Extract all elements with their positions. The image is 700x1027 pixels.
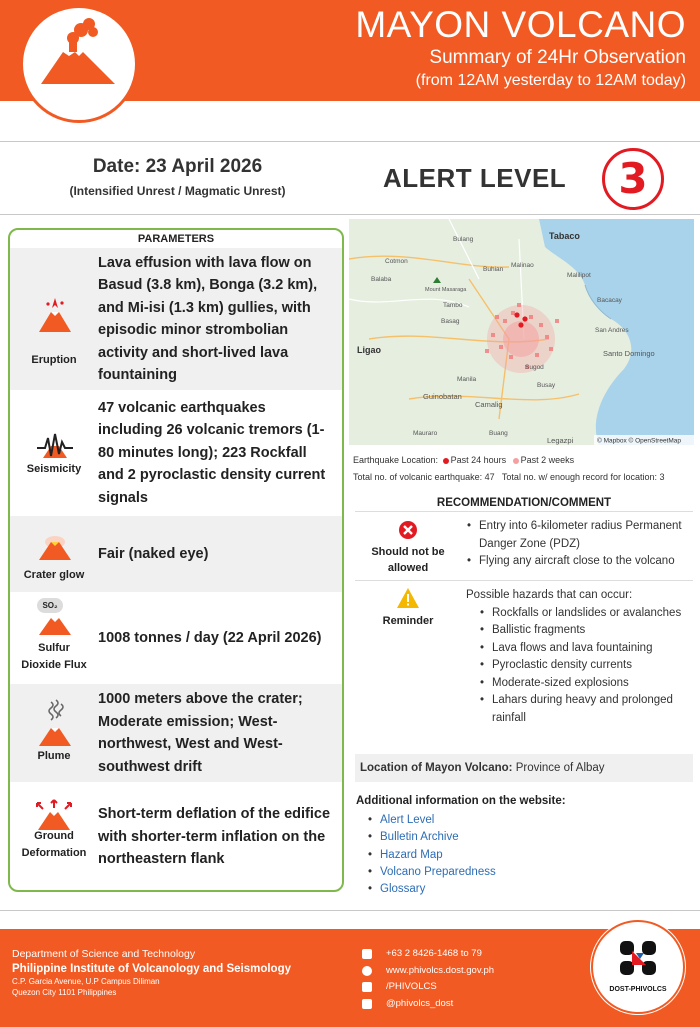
earthquake-map[interactable] — [349, 219, 694, 445]
page-title: MAYON VOLCANO — [355, 4, 686, 45]
footer-org: Philippine Institute of Volcanology and Seismology — [12, 962, 292, 975]
parameters-panel — [8, 228, 344, 892]
crater-glow-icon — [37, 532, 73, 562]
divider — [0, 910, 700, 911]
reminder-cell — [355, 587, 461, 629]
reminder-list — [466, 587, 690, 727]
hazard-item: • Pyroclastic density currents — [480, 657, 690, 675]
param-value: Fair (naked eye) — [98, 545, 209, 562]
observation-period: (from 12AM yesterday to 12AM today) — [415, 72, 686, 89]
twitter-icon — [362, 999, 372, 1009]
param-label: Eruption — [31, 354, 77, 366]
contact-web[interactable] — [362, 963, 494, 980]
param-row-crater-glow — [10, 516, 342, 592]
param-label: Crater glow — [23, 569, 85, 581]
not-allowed-list — [467, 518, 687, 571]
recommendation-heading: RECOMMENDATION/COMMENT — [436, 497, 612, 509]
footer-address: C.P. Garcia Avenue, U.P Campus Diliman — [12, 977, 160, 986]
map-label: Santo Domingo — [603, 349, 655, 358]
earthquake-totals: Total no. of volcanic earthquake: 47 Total no. w/ enough record for location: 3 — [353, 472, 665, 482]
param-row-plume — [10, 684, 342, 782]
map-label: Sugod — [525, 364, 544, 371]
link-hazard-map[interactable]: • Hazard Map — [356, 847, 566, 864]
param-value: Lava effusion with lava flow on Basud (3.8 km), Bonga (3.2 km), and Mi-isi (1.3 km) gullies, with episodic minor strombolian activity and short-lived lava fountaining — [98, 254, 318, 383]
not-allowed-cell — [355, 520, 461, 576]
hazards-intro: Possible hazards that can occur: — [466, 589, 633, 601]
map-label: Legazpi — [547, 436, 574, 445]
legend-2w: Past 2 weeks — [520, 455, 575, 465]
map-label: Malilipot — [567, 272, 591, 279]
footer-contacts — [362, 946, 494, 1012]
facebook-text: /PHIVOLCS — [386, 981, 437, 992]
map-label: Balaba — [371, 276, 392, 283]
footer-dept: Department of Science and Technology — [12, 948, 196, 960]
plume-icon — [37, 698, 73, 748]
alert-level-label: ALERT LEVEL — [383, 163, 567, 193]
param-label: Sulfur — [38, 642, 70, 654]
legend-prefix: Earthquake Location: — [353, 455, 439, 465]
hazard-item: • Rockfalls or landslides or avalanches — [480, 605, 690, 623]
header-title-block — [355, 4, 686, 92]
param-row-ground-deformation — [10, 782, 342, 892]
so2-cloud-icon: SO₂ — [37, 598, 63, 613]
map-label: Tabaco — [549, 231, 580, 241]
dost-phivolcs-seal — [590, 919, 686, 1015]
map-label: Guinobatan — [423, 392, 462, 401]
param-row-eruption — [10, 248, 342, 390]
param-row-so2-flux — [10, 592, 342, 684]
alert-level-value: 3 — [602, 148, 664, 210]
param-icon-cell — [10, 390, 98, 516]
footer-agency — [12, 947, 291, 998]
location-row — [355, 754, 693, 782]
map-label: Mauraro — [413, 430, 438, 437]
map-label: Cotmon — [385, 258, 408, 265]
param-row-seismicity — [10, 390, 342, 516]
map-label: Bacacay — [597, 297, 622, 304]
warning-icon — [396, 587, 420, 609]
volcano-logo — [20, 5, 138, 123]
param-label: Deformation — [21, 847, 87, 859]
map-caption — [353, 452, 665, 486]
legend-dot-24h — [443, 458, 449, 464]
map-label: Buang — [489, 430, 508, 437]
param-icon-cell — [10, 684, 98, 782]
seal-emblem-icon — [590, 919, 686, 1015]
map-legend — [353, 452, 665, 469]
ground-deformation-icon — [34, 798, 74, 832]
map-label: Bulang — [453, 236, 474, 243]
map-label: Basag — [441, 318, 460, 325]
seal-text: DOST-PHIVOLCS — [609, 986, 667, 993]
map-label: Manila — [457, 376, 477, 383]
map-canvas — [349, 219, 694, 445]
list-item: • Flying any aircraft close to the volcano — [467, 553, 687, 571]
map-label: Mount Masaraga — [425, 287, 467, 293]
divider — [0, 214, 700, 215]
web-text: www.phivolcs.dost.gov.ph — [386, 964, 495, 976]
link-volcano-preparedness[interactable]: • Volcano Preparedness — [356, 864, 566, 881]
location-value: Province of Albay — [515, 762, 605, 774]
param-value: Short-term deflation of the edifice with shorter-term inflation on the northeastern flank — [98, 806, 331, 868]
report-date: Date: 23 April 2026 — [92, 156, 263, 177]
hazard-item: • Moderate-sized explosions — [480, 675, 690, 693]
link-alert-level[interactable]: • Alert Level — [356, 812, 566, 829]
legend-dot-2w — [513, 458, 519, 464]
param-label: Ground — [34, 830, 74, 842]
eruption-icon — [37, 294, 73, 334]
not-allowed-label: allowed — [387, 562, 429, 574]
globe-icon — [362, 966, 372, 976]
hazard-item: • Ballistic fragments — [480, 622, 690, 640]
param-value: 47 volcanic earthquakes including 26 volcanic tremors (1-80 minutes long); 223 Rockfall and 2 pyroclastic density current signals — [98, 399, 326, 506]
prohibited-icon — [398, 520, 418, 540]
param-icon-cell — [10, 516, 98, 592]
map-attribution[interactable]: © Mapbox © OpenStreetMap — [597, 437, 682, 445]
seismograph-icon — [37, 430, 73, 460]
twitter-text: @phivolcs_dost — [386, 997, 454, 1009]
contact-phone[interactable] — [362, 946, 494, 963]
legend-24h: Past 24 hours — [450, 455, 507, 465]
reminder-label: Reminder — [382, 615, 434, 627]
map-label: Ligao — [357, 345, 381, 355]
map-label: Camalig — [475, 400, 503, 409]
contact-twitter[interactable] — [362, 996, 494, 1013]
not-allowed-label: Should not be — [371, 546, 445, 558]
param-icon-cell — [10, 782, 98, 892]
list-item: • Entry into 6-kilometer radius Permanent Danger Zone (PDZ) — [467, 518, 687, 553]
facebook-icon — [362, 982, 372, 992]
volcano-logo-icon — [23, 8, 135, 120]
map-label: Busay — [537, 382, 556, 389]
map-label: San Andres — [595, 327, 629, 334]
page-subtitle: Summary of 24Hr Observation — [429, 47, 686, 68]
link-glossary[interactable]: • Glossary — [356, 881, 566, 898]
param-value: 1008 tonnes / day (22 April 2026) — [98, 629, 322, 646]
additional-info-heading: Additional information on the website: — [356, 795, 566, 807]
additional-info — [356, 795, 566, 898]
param-label: Seismicity — [26, 463, 82, 475]
footer-address: Quezon City 1101 Philippines — [12, 988, 117, 997]
date-block — [50, 156, 305, 198]
hazard-item: • Lahars during heavy and prolonged rainfall — [480, 692, 690, 727]
contact-facebook[interactable] — [362, 979, 494, 996]
map-label: Tambo — [443, 302, 463, 309]
param-icon-cell — [10, 248, 98, 390]
link-bulletin-archive[interactable]: • Bulletin Archive — [356, 829, 566, 846]
param-icon-cell — [10, 592, 98, 684]
location-label: Location of Mayon Volcano: — [360, 762, 513, 774]
param-label: Plume — [37, 750, 71, 762]
param-value: 1000 meters above the crater; Moderate emission; West-northwest, West and West-southwest drift — [98, 691, 303, 775]
parameters-heading: PARAMETERS — [137, 233, 215, 245]
divider — [0, 141, 700, 142]
volcano-icon — [37, 614, 73, 636]
param-label: Dioxide Flux — [21, 659, 87, 671]
unrest-status: (Intensified Unrest / Magmatic Unrest) — [69, 184, 286, 198]
map-label: Buhian — [483, 266, 504, 273]
phone-text: +63 2 8426-1468 to 79 — [386, 948, 482, 959]
hazard-item: • Lava flows and lava fountaining — [480, 640, 690, 658]
rec-row-not-allowed — [355, 511, 693, 580]
rec-row-reminder — [355, 580, 693, 752]
map-label: Malinao — [511, 262, 534, 269]
phone-icon — [362, 949, 372, 959]
